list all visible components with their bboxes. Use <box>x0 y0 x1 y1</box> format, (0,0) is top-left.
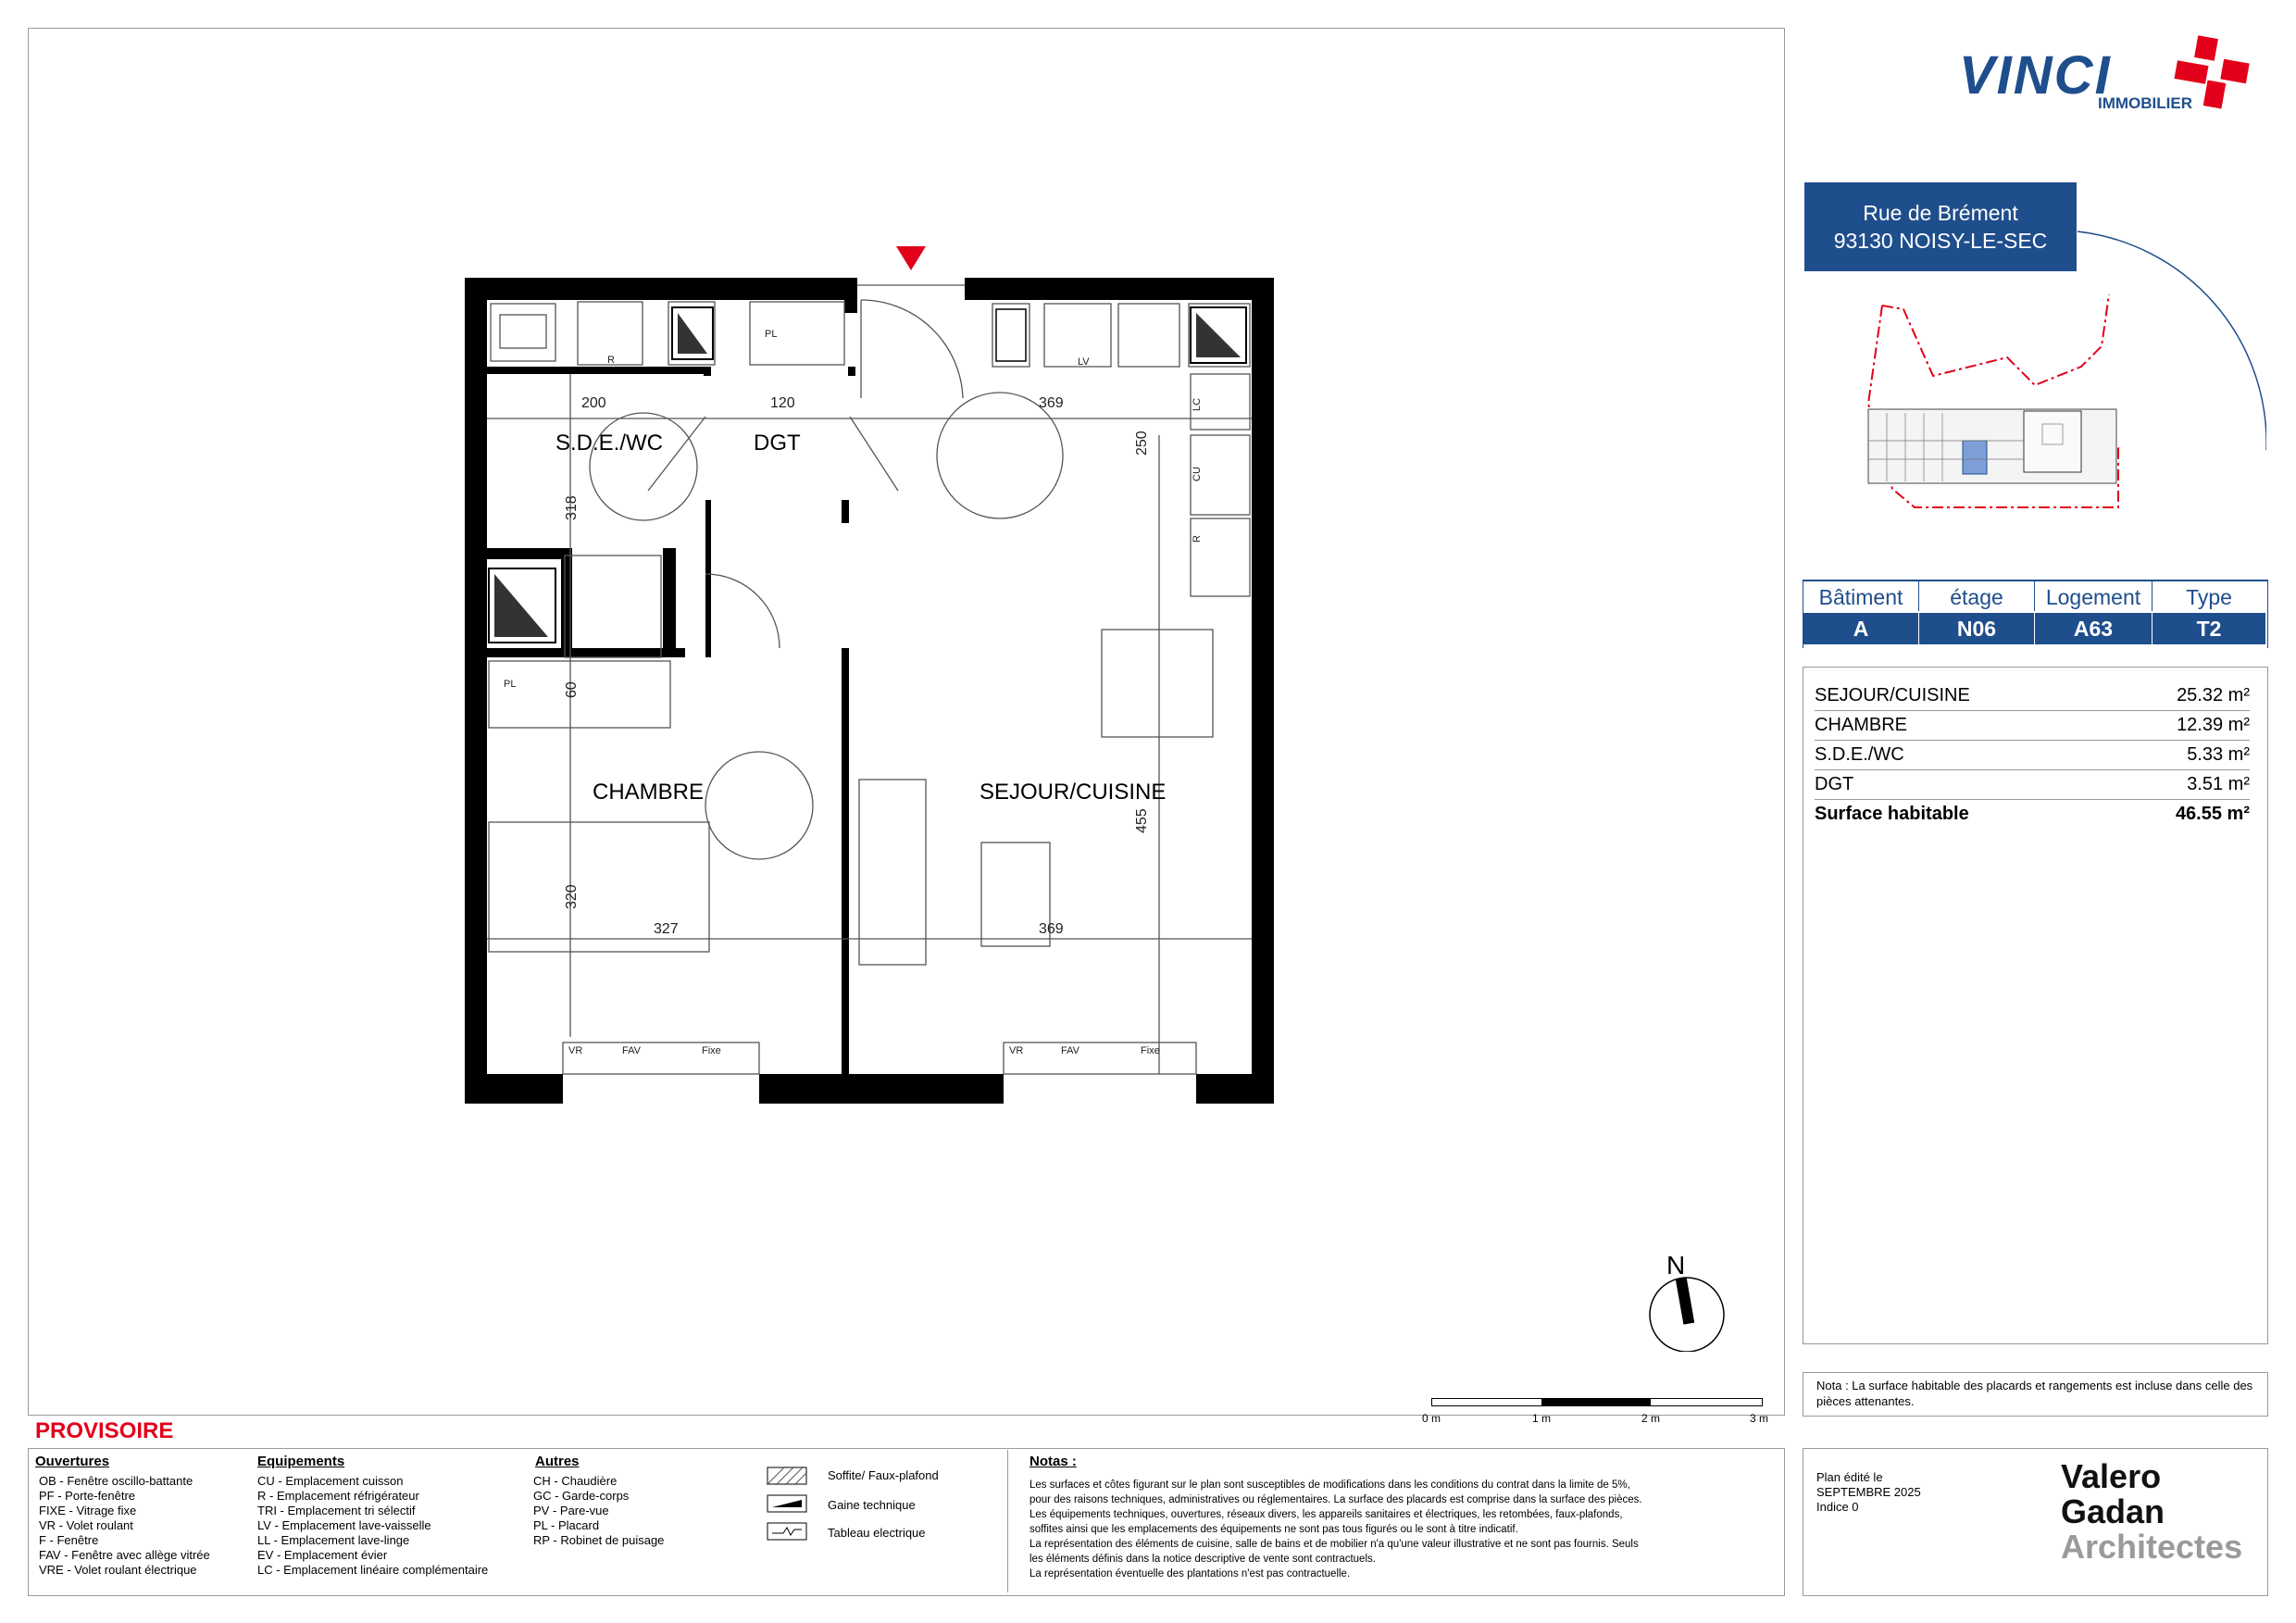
legend-item: PF - Porte-fenêtre <box>39 1489 136 1503</box>
notes-line: pour des raisons techniques, administratives ou réglementaires. La surface des placards est comprise dans la surface des pièces. <box>1029 1494 1642 1505</box>
fixture-label: R <box>607 355 615 366</box>
floor-plan <box>463 241 1278 1111</box>
legend-title-autres: Autres <box>535 1454 580 1469</box>
surface-value: 12.39 m² <box>2177 715 2250 735</box>
notes-line: La représentation des éléments de cuisine, salle de bains et de mobilier n'a qu'une valeur illustrative et ne sont pas fournis. Seuls <box>1029 1539 1639 1550</box>
room-label-sde: S.D.E./WC <box>555 431 664 456</box>
vinci-sub: IMMOBILIER <box>2098 94 2192 112</box>
legend-item: PV - Pare-vue <box>533 1504 609 1517</box>
dimension-label: 200 <box>581 395 606 411</box>
surface-row <box>1815 770 2250 800</box>
legend-item: LV - Emplacement lave-vaisselle <box>257 1518 431 1532</box>
surface-name: SEJOUR/CUISINE <box>1815 685 1970 705</box>
info-header-type: Type <box>2186 585 2232 609</box>
vinci-wordmark: VINCI <box>1959 45 2112 106</box>
fixture-label: CU <box>1192 467 1203 481</box>
legend-item: CU - Emplacement cuisson <box>257 1474 404 1488</box>
legend-divider <box>1007 1450 1008 1592</box>
vinci-logo <box>1953 35 2259 119</box>
surface-total-value: 46.55 m² <box>2175 804 2250 824</box>
legend-item: LC - Emplacement linéaire complémentaire <box>257 1563 489 1577</box>
dimension-label: 320 <box>564 884 580 909</box>
legend-item: OB - Fenêtre oscillo-battante <box>39 1474 193 1488</box>
edition-info <box>1816 1470 1921 1515</box>
scale-label: 0 m <box>1422 1412 1441 1425</box>
edition-line2: SEPTEMBRE 2025 <box>1816 1485 1921 1499</box>
info-header-logement: Logement <box>2035 581 2152 611</box>
surface-value: 25.32 m² <box>2177 685 2250 705</box>
legend-item: VR - Volet roulant <box>39 1518 133 1532</box>
notes-title: Notas : <box>1029 1454 1077 1469</box>
gaine-symbol-icon <box>767 1494 807 1513</box>
notes-line: les éléments définis dans la notice descriptive de vente sont contractuels. <box>1029 1554 1376 1565</box>
surface-note: Nota : La surface habitable des placards et rangements est incluse dans celle des pièces attenantes. <box>1816 1379 2253 1408</box>
edition-line3: Indice 0 <box>1816 1500 1859 1514</box>
notes-line: soffites ainsi que les emplacements des équipements ne sont pas tous figurés ou le sont à titre indicatif. <box>1029 1524 1518 1535</box>
fixture-label: R <box>1192 535 1203 543</box>
legend-item: EV - Emplacement évier <box>257 1548 388 1562</box>
legend-item: R - Emplacement réfrigérateur <box>257 1489 419 1503</box>
surface-total-row <box>1815 800 2250 829</box>
window-label: Fixe <box>1141 1045 1160 1056</box>
edition-line1: Plan édité le <box>1816 1470 1883 1484</box>
surface-value: 5.33 m² <box>2187 744 2250 765</box>
north-arrow-icon <box>1639 1250 1741 1352</box>
soffite-symbol-icon <box>767 1467 807 1485</box>
legend-item: RP - Robinet de puisage <box>533 1533 665 1547</box>
fixture-label: PL <box>765 329 778 340</box>
surface-name: CHAMBRE <box>1815 715 1908 735</box>
north-label: N <box>1666 1251 1686 1280</box>
surface-name: S.D.E./WC <box>1815 744 1904 765</box>
legend-item: FIXE - Vitrage fixe <box>39 1504 137 1517</box>
info-value-etage: N06 <box>1919 613 2035 644</box>
room-label-sejour: SEJOUR/CUISINE <box>980 780 1167 805</box>
notes-line: Les équipements techniques, ouvertures, réseaux divers, les appareils sanitaires et électriques, les retombées, faux-plafonds, <box>1029 1509 1623 1520</box>
scale-label: 3 m <box>1750 1412 1769 1425</box>
tableau-symbol-icon <box>767 1522 807 1541</box>
legend-title-ouvertures: Ouvertures <box>35 1454 110 1469</box>
legend-symbol-label: Tableau electrique <box>828 1526 926 1540</box>
legend-item: VRE - Volet roulant électrique <box>39 1563 197 1577</box>
entry-arrow-icon <box>896 246 926 270</box>
dimension-label: 318 <box>564 495 580 520</box>
notes-text <box>1029 1478 1770 1581</box>
info-value-batiment: A <box>1803 613 1919 644</box>
architect-name1: Valero <box>2061 1457 2162 1495</box>
legend-item: LL - Emplacement lave-linge <box>257 1533 410 1547</box>
window-label: VR <box>1009 1045 1024 1056</box>
legend-symbol-label: Soffite/ Faux-plafond <box>828 1468 939 1482</box>
window-label: Fixe <box>702 1045 721 1056</box>
technical-shafts <box>489 307 1246 643</box>
interior-walls <box>487 367 855 1076</box>
vinci-cross-icon <box>2168 35 2253 111</box>
dimension-label: 250 <box>1134 431 1150 456</box>
info-header-batiment: Bâtiment <box>1803 581 1919 611</box>
surface-row <box>1815 741 2250 770</box>
info-value-logement: A63 <box>2035 613 2152 644</box>
dimension-label: 60 <box>564 681 580 698</box>
legend-title-equipements: Equipements <box>257 1454 345 1469</box>
legend-symbol-label: Gaine technique <box>828 1498 916 1512</box>
fixture-label: PL <box>504 679 517 690</box>
notes-line: Les surfaces et côtes figurant sur le plan sont susceptibles de modifications dans les conditions du contrat dans la limite de 5%, <box>1029 1479 1630 1491</box>
notes-line: La représentation éventuelle des plantations n'est pas contractuelle. <box>1029 1568 1351 1579</box>
site-locator-map <box>1803 228 2266 570</box>
dimension-label: 120 <box>770 395 795 411</box>
window-label: VR <box>568 1045 583 1056</box>
surface-name: DGT <box>1815 774 1854 794</box>
window-label: FAV <box>1061 1045 1079 1056</box>
address-line1: Rue de Brément <box>1863 201 2018 225</box>
address-line2: 93130 NOISY-LE-SEC <box>1833 229 2048 253</box>
architect-name2: Gadan <box>2061 1492 2165 1530</box>
scale-label: 2 m <box>1641 1412 1661 1425</box>
info-value-type: T2 <box>2152 613 2265 644</box>
dimension-label: 369 <box>1039 921 1064 937</box>
architect-name3: Architectes <box>2061 1528 2243 1566</box>
room-label-chambre: CHAMBRE <box>593 780 705 805</box>
dimension-label: 455 <box>1134 808 1150 833</box>
scale-label: 1 m <box>1532 1412 1552 1425</box>
dimension-label: 327 <box>654 921 679 937</box>
surface-row <box>1815 681 2250 711</box>
scale-bar <box>1431 1398 1763 1406</box>
legend-item: TRI - Emplacement tri sélectif <box>257 1504 416 1517</box>
dimension-label: 369 <box>1039 395 1064 411</box>
status-provisoire: PROVISOIRE <box>35 1418 174 1443</box>
legend-item: GC - Garde-corps <box>533 1489 630 1503</box>
surface-value: 3.51 m² <box>2187 774 2250 794</box>
legend-item: FAV - Fenêtre avec allège vitrée <box>39 1548 210 1562</box>
room-label-dgt: DGT <box>754 431 801 456</box>
window-label: FAV <box>622 1045 641 1056</box>
surface-total-name: Surface habitable <box>1815 804 1969 824</box>
fixture-label: LV <box>1078 356 1090 368</box>
architect-logo <box>2061 1459 2242 1565</box>
legend-item: PL - Placard <box>533 1518 600 1532</box>
legend-item: F - Fenêtre <box>39 1533 99 1547</box>
info-header-etage: étage <box>1919 581 2035 611</box>
legend-item: CH - Chaudière <box>533 1474 618 1488</box>
surface-row <box>1815 711 2250 741</box>
fixture-label: LC <box>1192 397 1203 411</box>
